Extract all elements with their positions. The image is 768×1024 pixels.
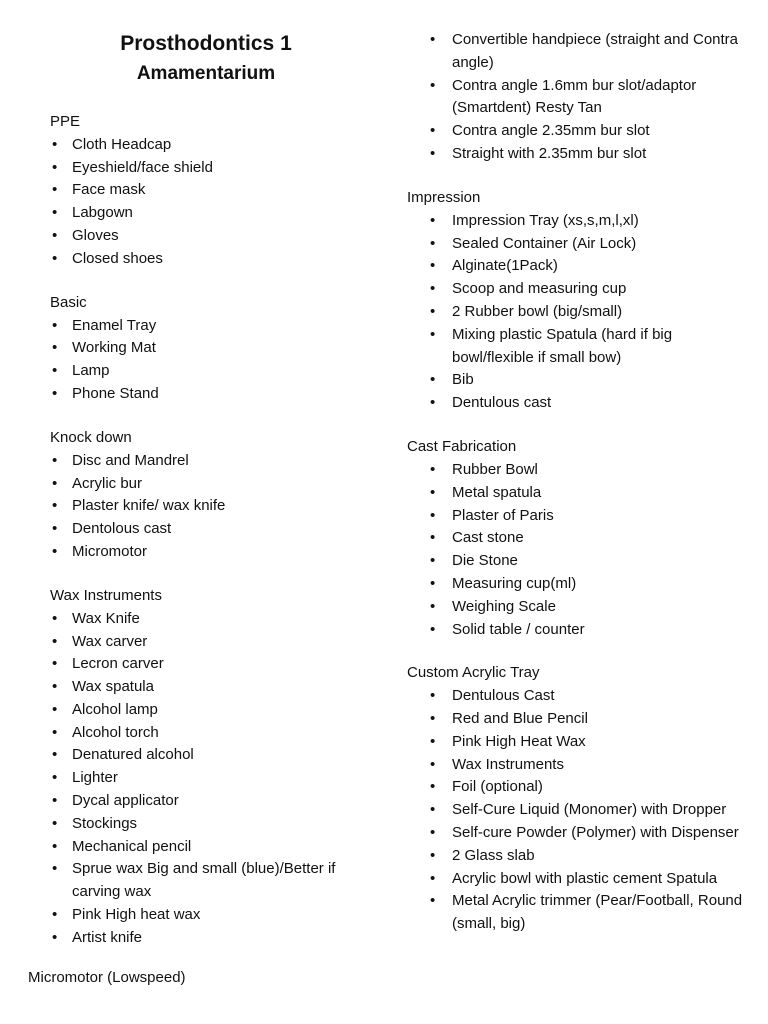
list-item-text: Self-Cure Liquid (Monomer) with Dropper xyxy=(452,801,727,819)
list-item xyxy=(407,75,757,121)
bullet-icon: • xyxy=(430,755,436,773)
list-item xyxy=(50,813,370,836)
bullet-icon: • xyxy=(52,339,58,357)
bullet-icon: • xyxy=(430,732,436,750)
list-item-text: Eyeshield/face shield xyxy=(72,158,213,176)
list-item-text: Mixing plastic Spatula (hard if big bowl/flexible if small bow) xyxy=(452,325,673,366)
list-item xyxy=(407,708,757,731)
list-item xyxy=(50,518,370,541)
list-item xyxy=(50,315,370,338)
list-item-text: Dentolous cast xyxy=(72,520,172,538)
list-item xyxy=(407,822,757,845)
list-item-text: Cloth Headcap xyxy=(72,135,172,153)
list-item xyxy=(407,233,757,256)
bullet-icon: • xyxy=(430,234,436,252)
bullet-icon: • xyxy=(52,158,58,176)
list-item xyxy=(407,278,757,301)
section-heading: Wax Instruments xyxy=(50,586,162,604)
section-heading: Custom Acrylic Tray xyxy=(407,664,540,682)
document-title: Prosthodontics 1 xyxy=(120,32,292,55)
list-item xyxy=(407,619,757,642)
list-item-text: 2 Glass slab xyxy=(452,846,535,864)
list-item xyxy=(407,845,757,868)
list-item-text: Plaster knife/ wax knife xyxy=(72,497,226,515)
bullet-icon: • xyxy=(430,257,436,275)
section-heading: PPE xyxy=(50,113,81,130)
bullet-icon: • xyxy=(52,135,58,153)
list-item-text: Labgown xyxy=(72,204,133,222)
bullet-icon: • xyxy=(52,474,58,492)
bullet-icon: • xyxy=(430,574,436,592)
list-item xyxy=(50,653,370,676)
list-item xyxy=(407,505,757,528)
list-item-text: Weighing Scale xyxy=(452,597,556,615)
list-item-text: Rubber Bowl xyxy=(452,460,538,478)
section-impression xyxy=(407,187,757,415)
list-item-text: Artist knife xyxy=(72,928,143,946)
list-item-text: Mechanical pencil xyxy=(72,837,192,855)
bullet-icon: • xyxy=(430,846,436,864)
bullet-icon: • xyxy=(52,384,58,402)
list-item xyxy=(407,550,757,573)
list-item xyxy=(407,369,757,392)
list-item xyxy=(50,608,370,631)
section-custom-acrylic-tray xyxy=(407,662,757,936)
right-column xyxy=(407,29,757,957)
list-item xyxy=(407,392,757,415)
list-item-text: Die Stone xyxy=(452,552,518,570)
bullet-icon: • xyxy=(430,371,436,389)
list-item xyxy=(50,337,370,360)
bullet-list xyxy=(407,29,757,166)
list-item xyxy=(407,731,757,754)
bullet-icon: • xyxy=(430,280,436,298)
list-item xyxy=(407,754,757,777)
bullet-icon: • xyxy=(52,316,58,334)
list-item-text: Gloves xyxy=(72,226,119,244)
list-item xyxy=(407,573,757,596)
list-item xyxy=(50,722,370,745)
bullet-icon: • xyxy=(430,122,436,140)
list-item xyxy=(407,120,757,143)
bullet-icon: • xyxy=(430,483,436,501)
list-item xyxy=(407,301,757,324)
list-item-text: Metal Acrylic trimmer (Pear/Football, Round (small, big) xyxy=(452,892,743,933)
section-heading: Knock down xyxy=(50,428,132,446)
list-item xyxy=(407,868,757,891)
list-item-text: Wax Instruments xyxy=(452,755,564,773)
list-item xyxy=(407,459,757,482)
list-item-text: Lecron carver xyxy=(72,655,164,673)
list-item-text: Pink High heat wax xyxy=(72,906,201,924)
bullet-icon: • xyxy=(430,869,436,887)
bullet-icon: • xyxy=(430,144,436,162)
list-item-text: Face mask xyxy=(72,181,146,199)
bullet-icon: • xyxy=(52,204,58,222)
list-item-text: Enamel Tray xyxy=(72,316,157,334)
bullet-icon: • xyxy=(52,609,58,627)
list-item-text: Contra angle 2.35mm bur slot xyxy=(452,122,650,140)
bullet-icon: • xyxy=(52,814,58,832)
list-item-text: Bib xyxy=(452,371,474,389)
bullet-icon: • xyxy=(430,892,436,910)
list-item xyxy=(407,29,757,75)
list-item-text: Acrylic bowl with plastic cement Spatula xyxy=(452,869,718,887)
bullet-icon: • xyxy=(52,837,58,855)
section-knock-down xyxy=(50,427,370,564)
bullet-icon: • xyxy=(52,181,58,199)
list-item xyxy=(407,685,757,708)
list-item-text: Lighter xyxy=(72,769,118,787)
bullet-icon: • xyxy=(430,325,436,343)
left-column xyxy=(50,111,370,971)
bullet-icon: • xyxy=(430,824,436,842)
bullet-icon: • xyxy=(430,31,436,48)
section-heading-micromotor: Micromotor (Lowspeed) xyxy=(28,969,186,986)
list-item-text: Contra angle 1.6mm bur slot/adaptor (Smartdent) Resty Tan xyxy=(452,76,697,117)
bullet-icon: • xyxy=(52,226,58,244)
list-item xyxy=(407,596,757,619)
list-item-text: Straight with 2.35mm bur slot xyxy=(452,144,647,162)
list-item-text: Metal spatula xyxy=(452,483,542,501)
list-item-text: Micromotor xyxy=(72,542,148,560)
bullet-icon: • xyxy=(52,700,58,718)
bullet-icon: • xyxy=(52,678,58,696)
bullet-icon: • xyxy=(52,542,58,560)
bullet-icon: • xyxy=(430,597,436,615)
list-item-text: Alcohol lamp xyxy=(72,700,158,718)
list-item-text: Lamp xyxy=(72,362,110,380)
list-item xyxy=(50,904,370,927)
bullet-icon: • xyxy=(430,211,436,229)
bullet-icon: • xyxy=(52,497,58,515)
section-heading: Cast Fabrication xyxy=(407,438,517,456)
bullet-list xyxy=(407,685,757,936)
list-item-text: Foil (optional) xyxy=(452,778,543,796)
bullet-icon: • xyxy=(52,520,58,538)
bullet-icon: • xyxy=(52,655,58,673)
bullet-list xyxy=(50,134,370,271)
bullet-icon: • xyxy=(430,76,436,94)
bullet-icon: • xyxy=(430,460,436,478)
list-item xyxy=(50,495,370,518)
list-item-text: Alcohol torch xyxy=(72,723,159,741)
list-item-text: Sealed Container (Air Lock) xyxy=(452,234,637,252)
list-item-text: Dycal applicator xyxy=(72,792,179,810)
list-item xyxy=(50,927,370,950)
list-item-text: Impression Tray (xs,s,m,l,xl) xyxy=(452,211,639,229)
list-item xyxy=(407,890,757,936)
bullet-list xyxy=(407,210,757,415)
list-item-text: Wax carver xyxy=(72,632,148,650)
bullet-icon: • xyxy=(52,451,58,469)
list-item xyxy=(50,134,370,157)
section-untitled-0 xyxy=(407,29,757,166)
list-item xyxy=(50,473,370,496)
list-item xyxy=(407,143,757,166)
list-item xyxy=(50,744,370,767)
section-heading: Basic xyxy=(50,293,87,311)
section-ppe xyxy=(50,111,370,271)
bullet-icon: • xyxy=(430,394,436,412)
bullet-icon: • xyxy=(430,620,436,638)
bullet-list xyxy=(50,608,370,950)
list-item xyxy=(50,858,370,904)
bullet-icon: • xyxy=(52,723,58,741)
list-item xyxy=(407,324,757,370)
bullet-icon: • xyxy=(430,801,436,819)
bullet-icon: • xyxy=(430,778,436,796)
bullet-icon: • xyxy=(52,746,58,764)
list-item xyxy=(50,790,370,813)
bullet-list xyxy=(407,459,757,641)
list-item-text: Wax Knife xyxy=(72,609,140,627)
bullet-icon: • xyxy=(52,792,58,810)
list-item-text: 2 Rubber bowl (big/small) xyxy=(452,302,623,320)
list-item xyxy=(407,527,757,550)
list-item xyxy=(50,383,370,406)
bullet-icon: • xyxy=(430,506,436,524)
list-item xyxy=(50,202,370,225)
section-wax-instruments xyxy=(50,585,370,950)
list-item xyxy=(50,541,370,564)
list-item-text: Phone Stand xyxy=(72,384,159,402)
bullet-list xyxy=(50,315,370,406)
section-cast-fabrication xyxy=(407,436,757,641)
bullet-icon: • xyxy=(52,249,58,267)
list-item-text: Denatured alcohol xyxy=(72,746,194,764)
list-item xyxy=(50,699,370,722)
list-item-text: Disc and Mandrel xyxy=(72,451,189,469)
bullet-icon: • xyxy=(52,906,58,924)
list-item xyxy=(50,631,370,654)
list-item-text: Plaster of Paris xyxy=(452,506,554,524)
list-item-text: Convertible handpiece (straight and Contra angle) xyxy=(452,31,739,71)
list-item xyxy=(50,676,370,699)
list-item-text: Alginate(1Pack) xyxy=(452,257,558,275)
list-item xyxy=(50,248,370,271)
list-item-text: Scoop and measuring cup xyxy=(452,280,627,298)
list-item xyxy=(50,767,370,790)
list-item-text: Dentulous cast xyxy=(452,394,552,412)
bullet-list xyxy=(50,450,370,564)
list-item xyxy=(407,776,757,799)
list-item-text: Cast stone xyxy=(452,529,524,547)
list-item xyxy=(407,210,757,233)
list-item xyxy=(407,482,757,505)
list-item xyxy=(50,836,370,859)
bullet-icon: • xyxy=(52,632,58,650)
list-item xyxy=(50,179,370,202)
bullet-icon: • xyxy=(52,769,58,787)
bullet-icon: • xyxy=(430,529,436,547)
bullet-icon: • xyxy=(430,552,436,570)
list-item xyxy=(50,360,370,383)
list-item-text: Solid table / counter xyxy=(452,620,585,638)
bullet-icon: • xyxy=(430,710,436,728)
list-item-text: Wax spatula xyxy=(72,678,154,696)
list-item xyxy=(407,799,757,822)
section-heading: Impression xyxy=(407,188,481,206)
list-item-text: Dentulous Cast xyxy=(452,687,555,705)
bullet-icon: • xyxy=(52,860,58,878)
bullet-icon: • xyxy=(430,687,436,705)
bullet-icon: • xyxy=(430,302,436,320)
list-item-text: Closed shoes xyxy=(72,249,163,267)
list-item-text: Measuring cup(ml) xyxy=(452,574,577,592)
bullet-icon: • xyxy=(52,928,58,946)
list-item-text: Acrylic bur xyxy=(72,474,143,492)
list-item-text: Pink High Heat Wax xyxy=(452,732,586,750)
list-item-text: Self-cure Powder (Polymer) with Dispenser xyxy=(452,824,739,842)
bullet-icon: • xyxy=(52,362,58,380)
list-item-text: Red and Blue Pencil xyxy=(452,710,588,728)
list-item-text: Sprue wax Big and small (blue)/Better if carving wax xyxy=(72,860,336,901)
list-item xyxy=(50,157,370,180)
list-item xyxy=(50,225,370,248)
list-item-text: Working Mat xyxy=(72,339,156,357)
list-item-text: Stockings xyxy=(72,814,138,832)
list-item xyxy=(50,450,370,473)
section-basic xyxy=(50,292,370,406)
list-item xyxy=(407,255,757,278)
document-subtitle: Amamentarium xyxy=(136,63,276,84)
